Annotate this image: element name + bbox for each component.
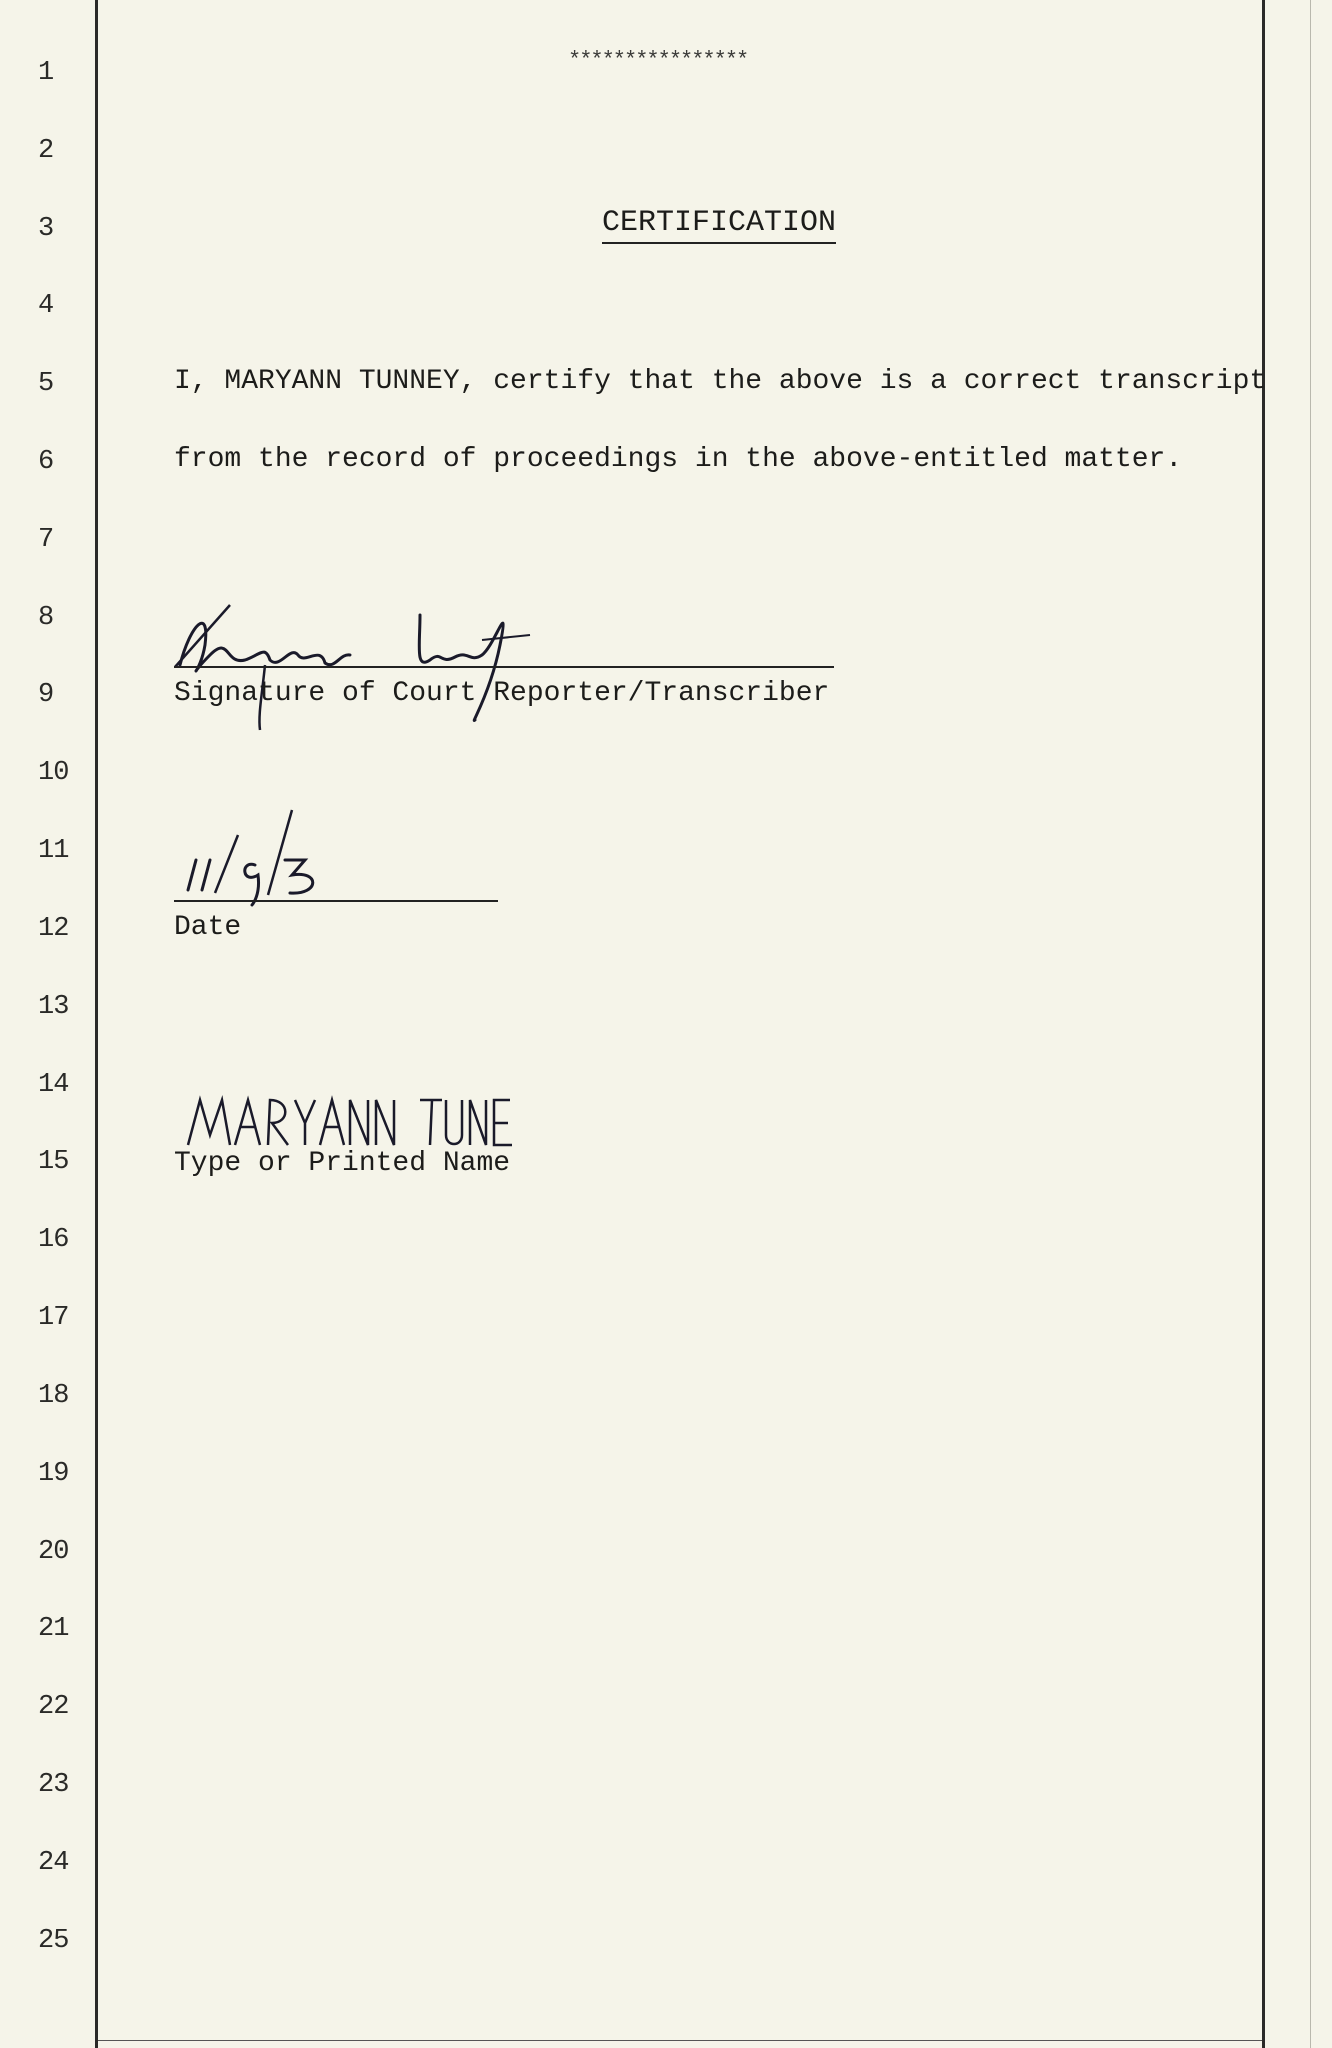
line-number: 12 — [38, 914, 69, 944]
line-number: 4 — [38, 291, 54, 321]
line-number-column — [0, 0, 90, 2048]
signature-caption: Signature of Court Reporter/Transcriber — [174, 678, 830, 709]
line-number: 15 — [38, 1147, 69, 1177]
line-number: 20 — [38, 1537, 69, 1567]
printed-name-caption: Type or Printed Name — [174, 1148, 511, 1179]
handwritten-date — [180, 805, 340, 905]
line-number: 1 — [38, 58, 54, 88]
line-number: 3 — [38, 214, 54, 244]
line-number: 6 — [38, 447, 54, 477]
line-number: 5 — [38, 369, 54, 399]
separator-stars: **************** — [568, 48, 748, 73]
line-number: 11 — [38, 836, 69, 866]
handwritten-signature — [170, 585, 590, 735]
line-number: 9 — [38, 680, 54, 710]
line-number: 10 — [38, 758, 69, 788]
line-number: 21 — [38, 1614, 69, 1644]
date-line — [174, 900, 498, 902]
line-number: 25 — [38, 1926, 69, 1956]
line-number: 18 — [38, 1381, 69, 1411]
line-number: 23 — [38, 1770, 69, 1800]
certification-text-line-2: from the record of proceedings in the above-entitled matter. — [174, 444, 1183, 475]
certification-text-line-1: I, MARYANN TUNNEY, certify that the above is a correct transcript — [174, 366, 1267, 397]
line-number: 2 — [38, 136, 54, 166]
handwritten-printed-name — [180, 1085, 520, 1155]
right-margin-rule — [1262, 0, 1265, 2048]
certification-heading: CERTIFICATION — [602, 206, 836, 244]
line-number: 7 — [38, 525, 54, 555]
line-number: 17 — [38, 1303, 69, 1333]
line-number: 24 — [38, 1848, 69, 1878]
signature-line — [174, 666, 834, 668]
line-number: 19 — [38, 1459, 69, 1489]
outer-margin-rule — [1310, 0, 1311, 2048]
line-number: 16 — [38, 1225, 69, 1255]
line-number: 13 — [38, 992, 69, 1022]
line-number: 8 — [38, 603, 54, 633]
date-caption: Date — [174, 912, 242, 943]
line-number: 22 — [38, 1692, 69, 1722]
bottom-rule — [98, 2040, 1262, 2041]
left-margin-rule — [95, 0, 98, 2048]
line-number: 14 — [38, 1070, 69, 1100]
